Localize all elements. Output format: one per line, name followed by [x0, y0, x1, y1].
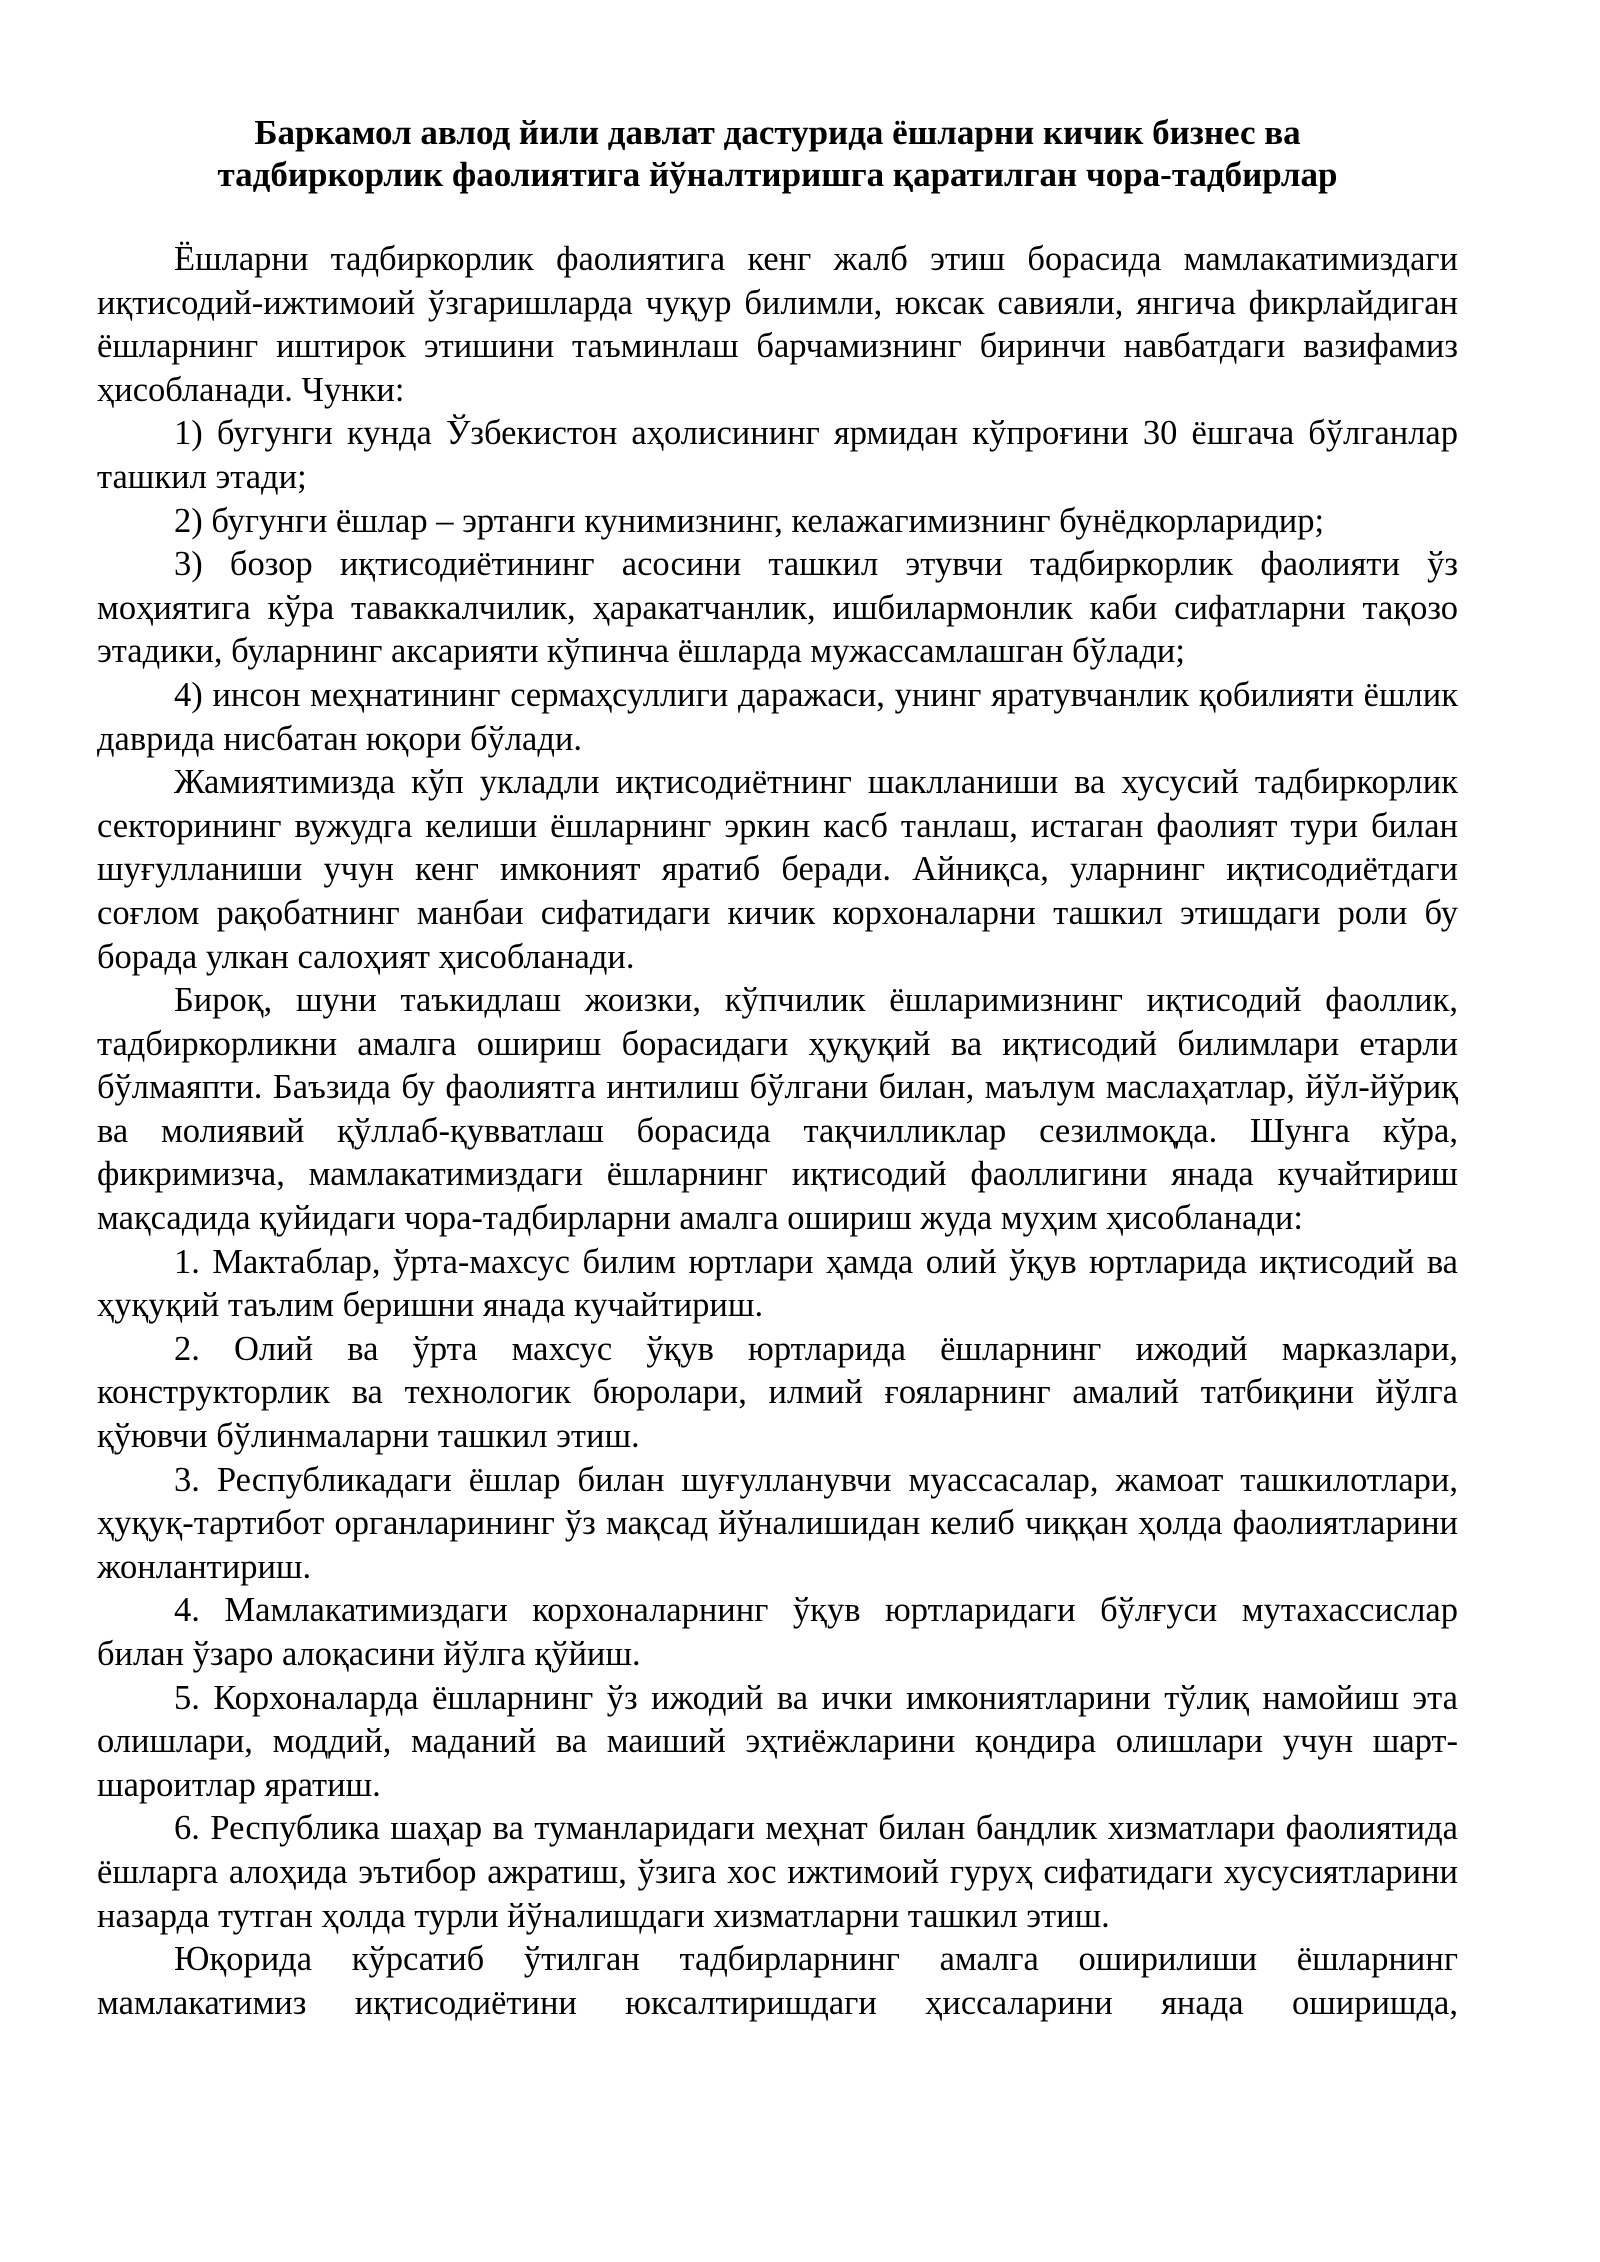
reason-item-2: 2) бугунги ёшлар – эртанги кунимизнинг, келажагимизнинг бунёдкорларидир;	[174, 501, 1325, 540]
measure-item-4: 4. Мамлакатимиздаги корхоналарнинг ўқув юртларидаги бўлғуси мутахассислар билан ўзаро алоқасини йўлга қўйиш.	[97, 1591, 1458, 1673]
measure-item-6: 6. Республика шаҳар ва туманларидаги меҳнат билан бандлик хизматлари фаолиятида ёшларга алоҳида эътибор ажратиш, ўзига хос ижтимоий гуруҳ сифатидаги хусусиятларини назарда тутган ҳолда турли йўналишдаги хизматларни ташкил этиш.	[97, 1809, 1458, 1935]
measure-item-5: 5. Корхоналарда ёшларнинг ўз ижодий ва ички имкониятларини тўлиқ намойиш эта олишлари, моддий, маданий ва маиший эҳтиёжларини қондира олишлари учун шарт-шароитлар яратиш.	[97, 1678, 1458, 1804]
title-line-2: тадбиркорлик фаолиятига йўналтиришга қаратилган чора-тадбирлар	[217, 155, 1338, 194]
reason-item-3: 3) бозор иқтисодиётининг асосини ташкил этувчи тадбиркорлик фаолияти ўз моҳиятига кўра таваккалчилик, ҳаракатчанлик, ишбилармонлик каби сифатларни тақозо этадики, буларнинг аксарияти кўпинча ёшларда мужассамлашган бўлади;	[97, 545, 1458, 671]
paragraph-conclusion: Юқорида кўрсатиб ўтилган тадбирларнинг амалга оширилиши ёшларнинг мамлакатимиз иқтисодиётини юксалтиришдаги ҳиссаларини янада оширишда,	[97, 1940, 1458, 2022]
paragraph-intro: Ёшларни тадбиркорлик фаолиятига кенг жалб этиш борасида мамлакатимиздаги иқтисодий-ижтимоий ўзгаришларда чуқур билимли, юксак савияли, янгича фикрлайдиган ёшларнинг иштирок этишини таъминлаш барчамизнинг биринчи навбатдаги вазифамиз ҳисобланади. Чунки:	[97, 240, 1458, 409]
reason-item-4: 4) инсон меҳнатининг сермаҳсуллиги даражаси, унинг яратувчанлик қобилияти ёшлик даврида нисбатан юқори бўлади.	[97, 675, 1458, 758]
document-body	[97, 238, 1458, 2025]
measure-item-2: 2. Олий ва ўрта махсус ўқув юртларида ёшларнинг ижодий марказлари, конструкторлик ва технологик бюролари, илмий ғояларнинг амалий татбиқини йўлга қўювчи бўлинмаларни ташкил этиш.	[97, 1329, 1458, 1456]
paragraph-society: Жамиятимизда кўп укладли иқтисодиётнинг шаклланиши ва хусусий тадбиркорлик секторининг вужудга келиши ёшларнинг эркин касб танлаш, истаган фаолият тури билан шуғулланиши учун кенг имконият яратиб беради. Айниқса, уларнинг иқтисодиётдаги соғлом рақобатнинг манбаи сифатидаги кичик корхоналарни ташкил этишдаги роли бу борада улкан салоҳият ҳисобланади.	[97, 763, 1458, 976]
measure-item-1: 1. Мактаблар, ўрта-махсус билим юртлари ҳамда олий ўқув юртларида иқтисодий ва ҳуқуқий таълим беришни янада кучайтириш.	[97, 1242, 1458, 1325]
paragraph-however: Бироқ, шуни таъкидлаш жоизки, кўпчилик ёшларимизнинг иқтисодий фаоллик, тадбиркорликни амалга ошириш борасидаги ҳуқуқий ва иқтисодий билимлари етарли бўлмаяпти. Баъзида бу фаолиятга интилиш бўлгани билан, маълум маслаҳатлар, йўл-йўриқ ва молиявий қўллаб-қувватлаш борасида тақчилликлар сезилмоқда. Шунга кўра, фикримизча, мамлакатимиздаги ёшларнинг иқтисодий фаоллигини янада кучайтириш мақсадида қуйидаги чора-тадбирларни амалга ошириш жуда муҳим ҳисобланади:	[97, 981, 1458, 1238]
title-line-1: Баркамол авлод йили давлат дастурида ёшларни кичик бизнес ва	[254, 113, 1301, 152]
reason-item-1: 1) бугунги кунда Ўзбекистон аҳолисининг ярмидан кўпроғини 30 ёшгача бўлганлар ташкил этади;	[97, 414, 1458, 496]
document-title	[97, 112, 1458, 196]
measure-item-3: 3. Республикадаги ёшлар билан шуғулланувчи муассасалар, жамоат ташкилотлари, ҳуқуқ-тартибот органларининг ўз мақсад йўналишидан келиб чиққан ҳолда фаолиятларини жонлантириш.	[97, 1460, 1458, 1586]
